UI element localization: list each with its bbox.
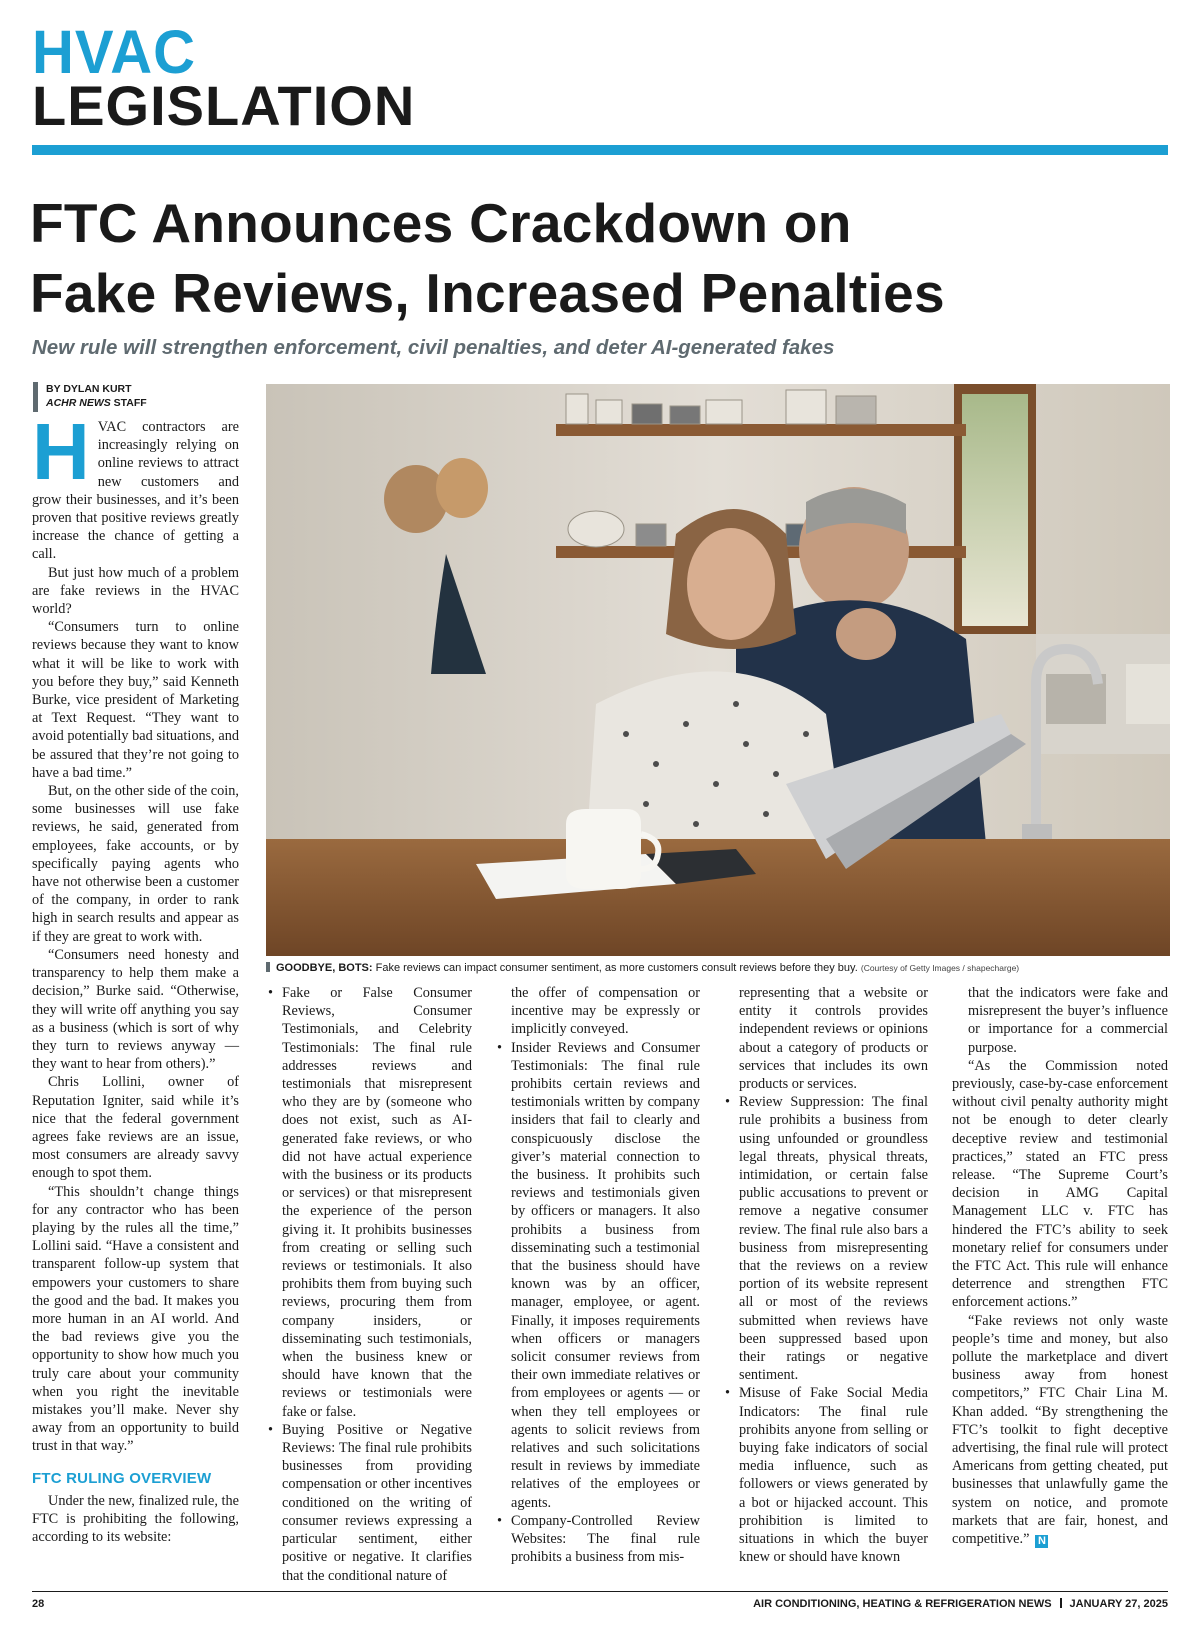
headline-line-1: FTC Announces Crackdown on [30,192,852,254]
paragraph-text: “Fake reviews not only waste people’s time and money, but also pollute the marketplace and divert business away from honest competitors,” FTC Chair Lina M. Khan added. “By strengthening the FTC’s toolkit to fight deceptive advertising, the final rule will protect Americans from getting cheated, put businesses that unlawfully game the system on notice, and promote markets that are fair, honest, and competitive.” [952,1312,1168,1548]
drop-cap: H [32,407,90,496]
body-column-5 [952,984,1168,1548]
body-column-1 [32,407,239,1546]
bullet-continuation: that the indicators were fake and misrepresent the buyer’s influence or importance for a commercial purpose. [968,985,1168,1056]
bullet-item: • Misuse of Fake Social Media Indicators: The final rule prohibits anyone from selling or buying fake indicators of social media influence, such as followers or views generated by a bot or hijacked account. This prohibition is limited to situations in which the buyer knew or should have known [723,1384,928,1566]
byline-author: BY DYLAN KURT [46,383,132,395]
deck: New rule will strengthen enforcement, civil penalties, and deter AI-generated fakes [32,336,835,359]
photo-caption [266,962,1170,974]
bullet-continuation: the offer of compensation or incentive may be expressly or implicitly conveyed. [511,985,700,1038]
paragraph [952,1312,1168,1549]
byline-role: STAFF [113,397,147,409]
subhead: FTC RULING OVERVIEW [32,1469,212,1487]
paragraph: Chris Lollini, owner of Reputation Igniter, said while it’s nice that the federal government agrees fake reviews are an issue, most consumers are already savvy enough to spot them. [32,1074,239,1182]
headline [30,188,1170,328]
paragraph: But just how much of a problem are fake reviews in the HVAC world? [32,564,239,618]
bullet-item: • Insider Reviews and Consumer Testimonials: The final rule prohibits certain reviews and testimonials written by company insiders that fail to clearly and conspicuously disclose the giver’s material connection to the business. It prohibits such reviews and testimonials given by officers or managers. It also prohibits a business from disseminating such a testimonial that the business should have known was by an officer, manager, employee, or agent. Finally, it imposes requirements when officers or managers solicit consumer reviews from their own immediate relatives or from employees or agents — or when they tell employees or agents to solicit reviews from relatives and such solicitations result in reviews by immediate relatives of the employees or agents. [495,1039,700,1512]
paragraph: Under the new, finalized rule, the FTC is prohibiting the following, according to its website: [32,1492,239,1546]
paragraph: “Consumers need honesty and transparency to help them make a decision,” Burke said. “Otherwise, they will write off anything you say as a business (which is sort of why they turn to reviews anyway — they want to hear from others).” [32,946,239,1073]
headline-line-2: Fake Reviews, Increased Penalties [30,262,945,324]
paragraph: “Consumers turn to online reviews because they want to know what it will be like to work with you before they buy,” said Kenneth Burke, vice president of Marketing at Text Request. “They want to avoid potentially bad situations, and be assured that they’re not going to have a bad time.” [32,619,239,781]
bullet-item: • Company-Controlled Review Websites: The final rule prohibits a business from mis- [495,1512,700,1567]
bullet-continuation: representing that a website or entity it controls provides independent reviews or opinions about a category of products or services that includes its own products or services. [739,985,928,1093]
end-mark-icon: N [1035,1535,1048,1548]
paragraph: “As the Commission noted previously, case-by-case enforcement without civil penalty authority might not be enough to deter clearly deceptive review and testimonial practices,” stated an FTC press release. “The Supreme Court’s decision in AMG Capital Management LLC v. FTC has hindered the FTC’s ability to seek monetary relief for consumers under the FTC Act. This rule will enhance deterrence and strengthen FTC enforcement actions.” [952,1057,1168,1311]
paragraph: But, on the other side of the coin, some businesses will use fake reviews, he said, generated from employees, fake accounts, or by specifically paying agents who have not otherwise been a customer of the company, in order to rank high in search results and appear as if they are great to work with. [32,783,239,945]
section-kicker: HVAC [32,18,197,87]
caption-bar [266,962,270,972]
footer-rule [32,1591,1168,1592]
footer-date: JANUARY 27, 2025 [1069,1598,1168,1610]
article-photo [266,384,1170,956]
caption-credit: (Courtesy of Getty Images / shapecharge) [860,963,1020,973]
body-column-4 [723,984,928,1567]
bullet-item: • Buying Positive or Negative Reviews: The final rule prohibits businesses from providing compensation or other incentives conditioned on the writing of consumer reviews expressing a particular sentiment, either positive or negative. It clarifies that the conditional nature of [266,1421,472,1585]
page-number: 28 [32,1598,45,1610]
bullet-item: • Review Suppression: The final rule prohibits a business from using unfounded or groundless legal threats, physical threats, intimidation, or certain false public accusations to prevent or remove a negative consumer review. The final rule also bars a business from misrepresenting that the reviews on a review portion of its website represent all or most of the reviews submitted when reviews have been suppressed based upon their ratings or negative sentiment. [723,1093,928,1384]
body-column-2 [266,984,472,1585]
caption-text: Fake reviews can impact consumer sentiment, as more customers consult reviews before they buy. [375,962,858,974]
byline-publication: ACHR NEWS [46,397,111,409]
bullet-item: • Fake or False Consumer Reviews, Consumer Testimonials, and Celebrity Testimonials: The final rule addresses reviews and testimonials that misrepresent who they are by (someone who does not exist, such as AI-generated fake reviews, or who did not have actual experience with the business or its products or services) or that misrepresent the experience of the person giving it. It prohibits businesses from creating or selling such reviews or testimonials. It also prohibits them from buying such reviews, procuring them from company insiders, or disseminating such testimonials, when the business knew or should have known that the reviews or testimonials were fake or false. [266,984,472,1421]
paragraph-text: VAC contractors are increasingly relying on online reviews to attract new customers and grow their businesses, and it’s been proven that positive reviews greatly increase the chance of getting a call. [32,419,239,563]
section-title: LEGISLATION [32,74,416,137]
paragraph [32,407,239,564]
paragraph: “This shouldn’t change things for any contractor who has been playing by the rules all the time,” Lollini said. “Have a consistent and transparent follow-up system that empowers your customers to share the good and the bad. It makes you more human in an AI world. And the bad reviews give you the opportunity to show how much you truly care about your community when you right the inevitable mistakes you’ll make. Never shy away from an opportunity to build trust in that way.” [32,1183,239,1455]
kitchen-couple-laptop-photo [266,384,1170,956]
caption-lead: GOODBYE, BOTS: [276,962,373,974]
section-rule [32,145,1168,155]
footer-publication-name: AIR CONDITIONING, HEATING & REFRIGERATION NEWS [753,1598,1052,1610]
footer-publication [753,1598,1168,1610]
footer-separator [1060,1598,1062,1608]
body-column-3 [495,984,700,1567]
